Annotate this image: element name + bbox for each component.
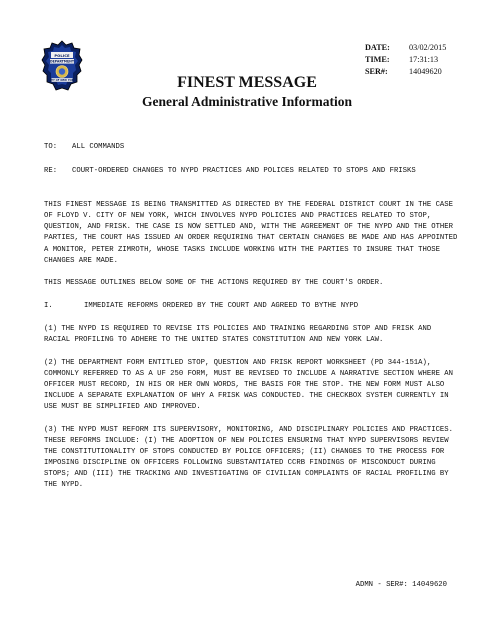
re-value: COURT-ORDERED CHANGES TO NYPD PRACTICES AND POLICES RELATED TO STOPS AND FRISKS bbox=[72, 167, 416, 176]
to-value: ALL COMMANDS bbox=[72, 143, 125, 151]
page-title: FINEST MESSAGE bbox=[177, 74, 317, 91]
re-line bbox=[44, 166, 459, 177]
reform-item-1: (1) THE NYPD IS REQUIRED TO REVISE ITS POLICIES AND TRAINING REGARDING STOP AND FRISK AND RACIAL PROFILING TO ADHERE TO THE UNITED STATES CONSTITUTION AND NEW YORK LAW. bbox=[44, 324, 432, 344]
reform-item-3: (3) THE NYPD MUST REFORM ITS SUPERVISORY, MONITORING, AND DISCIPLINARY POLICIES AND PRACTICES. THESE REFORMS INCLUDE: (I) THE ADOPTION OF NEW POLICIES ENSURING THAT NYPD SUPERVISORS REVIEW THE CONSTITUTIONALITY OF STOPS CONDUCTED BY POLICE OFFICERS; (II) CHANGES TO THE PROCESS FOR IMPOSING DISCIPLINE ON OFFICERS FOLLOWING SUBSTANTIATED CCRB FINDINGS OF MISCONDUCT DURING STOPS; AND (III) THE TRACKING AND INVESTIGATING OF CIVILIAN COMPLAINTS OF RACIAL PROFILING BY THE NYPD. bbox=[44, 425, 453, 490]
badge-text-police: POLICE bbox=[54, 52, 70, 58]
re-label: RE: bbox=[44, 167, 58, 176]
to-line bbox=[44, 142, 459, 153]
section-number: I. bbox=[44, 302, 53, 311]
meta-label: DATE: bbox=[365, 43, 390, 52]
paragraph-intro: THIS FINEST MESSAGE IS BEING TRANSMITTED AS DIRECTED BY THE FEDERAL DISTRICT COURT IN THE CASE OF FLOYD V. CITY OF NEW YORK, WHICH INVOLVES NYPD POLICIES AND PRACTICES RELATED TO STOP, QUESTION, AND FRISK. THE CASE IS NOW SETTLED AND, WITH THE AGREEMENT OF THE NYPD AND THE OTHER PARTIES, THE COURT HAS ISSUED AN ORDER REQUIRING THAT CERTAIN CHANGES BE MADE AND HAS APPOINTED A MONITOR, PETER ZIMROTH, WHOSE TASKS INCLUDE WORKING WITH THE PARTIES TO INSURE THAT THOSE CHANGES ARE MADE. bbox=[44, 201, 458, 265]
section-heading bbox=[44, 301, 459, 312]
page-subtitle: General Administrative Information bbox=[142, 94, 352, 109]
meta-row-time bbox=[365, 54, 446, 66]
paragraph-outline: THIS MESSAGE OUTLINES BELOW SOME OF THE ACTIONS REQUIRED BY THE COURT'S ORDER. bbox=[44, 279, 384, 288]
footer-serial: ADMN - SER#: 14049620 bbox=[355, 581, 447, 589]
message-body bbox=[44, 142, 459, 491]
badge-text-department: DEPARTMENT bbox=[49, 59, 75, 64]
badge-text-city: CITY OF NEW YORK bbox=[48, 79, 76, 83]
section-title: IMMEDIATE REFORMS ORDERED BY THE COURT AND AGREED TO BYTHE NYPD bbox=[84, 302, 359, 311]
meta-value: 14049620 bbox=[409, 67, 442, 76]
meta-value: 17:31:13 bbox=[409, 55, 439, 64]
meta-row-date bbox=[365, 42, 446, 54]
to-label: TO: bbox=[44, 143, 58, 151]
meta-value: 03/02/2015 bbox=[409, 43, 447, 52]
meta-label: TIME: bbox=[365, 55, 390, 64]
meta-label: SER#: bbox=[365, 67, 388, 76]
reform-item-2: (2) THE DEPARTMENT FORM ENTITLED STOP, QUESTION AND FRISK REPORT WORKSHEET (PD 344-151A), COMMONLY REFERRED TO AS A UF 250 FORM, MUST BE REVISED TO INCLUDE A NARRATIVE SECTION WHERE AN OFFICER MUST RECORD, IN HIS OR HER OWN WORDS, THE BASIS FOR THE STOP. THE NEW FORM MUST ALSO INCLUDE A SEPARATE EXPLANATION OF WHY A FRISK WAS CONDUCTED. THE CHECKBOX SYSTEM CURRENTLY IN USE MUST BE SIMPLIFIED AND IMPROVED. bbox=[44, 358, 453, 411]
